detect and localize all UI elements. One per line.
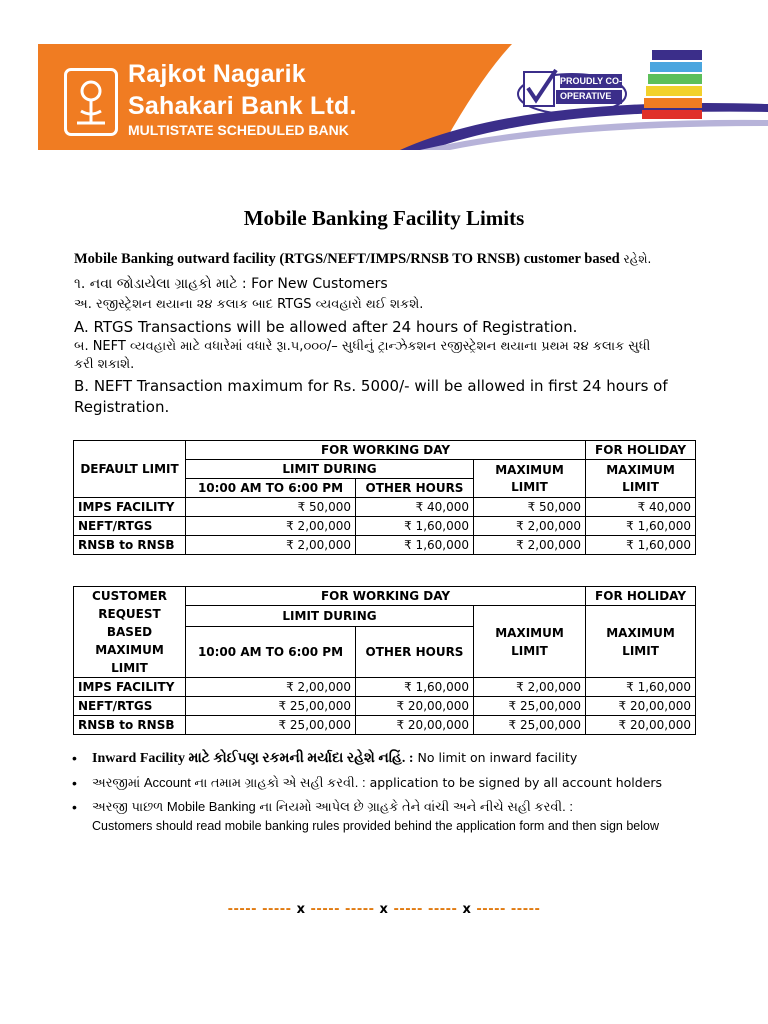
list-item bbox=[72, 773, 712, 793]
cell-max: ₹ 25,00,000 bbox=[474, 697, 586, 716]
cell-other: ₹ 1,60,000 bbox=[356, 517, 474, 536]
table-row bbox=[74, 536, 696, 555]
list-item bbox=[72, 797, 712, 835]
table2-col-other: OTHER HOURS bbox=[356, 627, 474, 678]
table-row bbox=[74, 678, 696, 697]
table2-col-day: 10:00 AM TO 6:00 PM bbox=[186, 627, 356, 678]
cell-other: ₹ 1,60,000 bbox=[356, 678, 474, 697]
rule-a-english: A. RTGS Transactions will be allowed after 24 hours of Registration. bbox=[74, 318, 578, 336]
row-label: IMPS FACILITY bbox=[74, 498, 186, 517]
table-row bbox=[74, 498, 696, 517]
separator-x: x bbox=[296, 902, 306, 917]
table1-limit-during: LIMIT DURING bbox=[186, 460, 474, 479]
intro-suffix: રહેશે. bbox=[619, 252, 652, 266]
cell-other: ₹ 20,00,000 bbox=[356, 697, 474, 716]
bank-tagline: MULTISTATE SCHEDULED BANK bbox=[128, 122, 349, 138]
cell-holiday: ₹ 20,00,000 bbox=[586, 716, 696, 735]
cell-other: ₹ 1,60,000 bbox=[356, 536, 474, 555]
intro-text bbox=[74, 251, 651, 268]
cell-holiday: ₹ 1,60,000 bbox=[586, 536, 696, 555]
row-label: NEFT/RTGS bbox=[74, 517, 186, 536]
bullet-note: application to be signed by all account holders bbox=[365, 775, 663, 790]
flower-logo-icon bbox=[67, 71, 115, 133]
table-row bbox=[74, 697, 696, 716]
table1-working-day: FOR WORKING DAY bbox=[186, 441, 586, 460]
rule-b-english-cont: Registration. bbox=[74, 398, 170, 416]
bank-logo bbox=[64, 68, 118, 136]
cell-day: ₹ 25,00,000 bbox=[186, 697, 356, 716]
intro-main: Mobile Banking outward facility (RTGS/NEFT/IMPS/RNSB TO RNSB) customer based bbox=[74, 251, 620, 267]
cell-max: ₹ 25,00,000 bbox=[474, 716, 586, 735]
rule-a-gujarati: અ. રજીસ્ટ્રેશન થયાના ૨૪ કલાક બાદ RTGS વ્યવહારો થઈ શકશે. bbox=[74, 297, 424, 312]
cell-holiday: ₹ 20,00,000 bbox=[586, 697, 696, 716]
row-label: NEFT/RTGS bbox=[74, 697, 186, 716]
rule-b-gujarati-cont: કરી શકાશે. bbox=[74, 357, 135, 372]
table2-working-day: FOR WORKING DAY bbox=[186, 587, 586, 606]
dash-group: ----- ----- bbox=[227, 902, 292, 917]
row-label: RNSB to RNSB bbox=[74, 536, 186, 555]
rule-b-gujarati: બ. NEFT વ્યવહારો માટે વધારેમાં વધારે રૂા.૫,૦૦૦/– સુધીનું ટ્રાન્ઝેકશન રજીસ્ટ્રેશન થયાના પ્રથમ ૨૪ કલાક સુધી bbox=[74, 339, 651, 354]
row-label: IMPS FACILITY bbox=[74, 678, 186, 697]
table1-holiday: FOR HOLIDAY bbox=[586, 441, 696, 460]
table2-holiday: FOR HOLIDAY bbox=[586, 587, 696, 606]
signature-separator bbox=[0, 902, 768, 917]
table1-col-other: OTHER HOURS bbox=[356, 479, 474, 498]
dash-group: ----- ----- bbox=[310, 902, 375, 917]
separator-x: x bbox=[462, 902, 472, 917]
cell-day: ₹ 2,00,000 bbox=[186, 517, 356, 536]
bank-header bbox=[0, 0, 768, 150]
bullet-note: No limit on inward facility bbox=[413, 750, 578, 765]
table-row bbox=[74, 716, 696, 735]
cell-day: ₹ 2,00,000 bbox=[186, 678, 356, 697]
table-row bbox=[74, 517, 696, 536]
table1-col-day: 10:00 AM TO 6:00 PM bbox=[186, 479, 356, 498]
notes-list bbox=[72, 748, 712, 839]
default-limit-table bbox=[73, 440, 696, 555]
cell-other: ₹ 40,000 bbox=[356, 498, 474, 517]
bank-name-line1: Rajkot Nagarik bbox=[128, 60, 306, 88]
dash-group: ----- ----- bbox=[476, 902, 541, 917]
badge-text: PROUDLY CO-OPERATIVE bbox=[560, 76, 623, 101]
table2-max-limit-holiday: MAXIMUM LIMIT bbox=[586, 606, 696, 678]
table1-max-limit: MAXIMUM LIMIT bbox=[474, 460, 586, 498]
separator-x: x bbox=[379, 902, 389, 917]
customer-request-limit-table bbox=[73, 586, 696, 735]
cell-max: ₹ 50,000 bbox=[474, 498, 586, 517]
cell-day: ₹ 2,00,000 bbox=[186, 536, 356, 555]
table2-corner: CUSTOMER REQUEST BASED MAXIMUM LIMIT bbox=[74, 587, 186, 678]
cell-holiday: ₹ 1,60,000 bbox=[586, 517, 696, 536]
new-customers-heading: ૧. નવા જોડાયેલા ગ્રાહકો માટે : For New Customers bbox=[74, 276, 388, 292]
bullet-lead: અરજી પાછળ Mobile Banking ના નિયમો આપેલ છે ગ્રાહકે તેને વાંચી અને નીચે સહી કરવી. : bbox=[92, 799, 573, 814]
bullet-lead: અરજીમાં Account ના તમામ ગ્રાહકો એ સહી કરવી. : bbox=[92, 775, 366, 790]
bullet-lead: Inward Facility માટે કોઈપણ રકમની મર્યાદા રહેશે નહિં. : bbox=[92, 751, 414, 766]
dash-group: ----- ----- bbox=[393, 902, 458, 917]
proudly-cooperative-badge bbox=[516, 66, 628, 116]
cell-holiday: ₹ 1,60,000 bbox=[586, 678, 696, 697]
cell-day: ₹ 50,000 bbox=[186, 498, 356, 517]
table2-max-limit: MAXIMUM LIMIT bbox=[474, 606, 586, 678]
list-item bbox=[72, 748, 712, 769]
bullet-note: Customers should read mobile banking rules provided behind the application form and then sign below bbox=[92, 819, 660, 833]
color-stripes-graphic bbox=[642, 50, 706, 120]
table1-corner: DEFAULT LIMIT bbox=[74, 441, 186, 498]
cell-max: ₹ 2,00,000 bbox=[474, 517, 586, 536]
row-label: RNSB to RNSB bbox=[74, 716, 186, 735]
bank-name-line2: Sahakari Bank Ltd. bbox=[128, 92, 357, 120]
cell-other: ₹ 20,00,000 bbox=[356, 716, 474, 735]
cell-max: ₹ 2,00,000 bbox=[474, 536, 586, 555]
cell-day: ₹ 25,00,000 bbox=[186, 716, 356, 735]
table1-max-limit-holiday: MAXIMUM LIMIT bbox=[586, 460, 696, 498]
cell-holiday: ₹ 40,000 bbox=[586, 498, 696, 517]
table2-limit-during: LIMIT DURING bbox=[186, 606, 474, 627]
cell-max: ₹ 2,00,000 bbox=[474, 678, 586, 697]
page-title: Mobile Banking Facility Limits bbox=[243, 206, 525, 230]
rule-b-english: B. NEFT Transaction maximum for Rs. 5000/- will be allowed in first 24 hours of bbox=[74, 377, 668, 395]
